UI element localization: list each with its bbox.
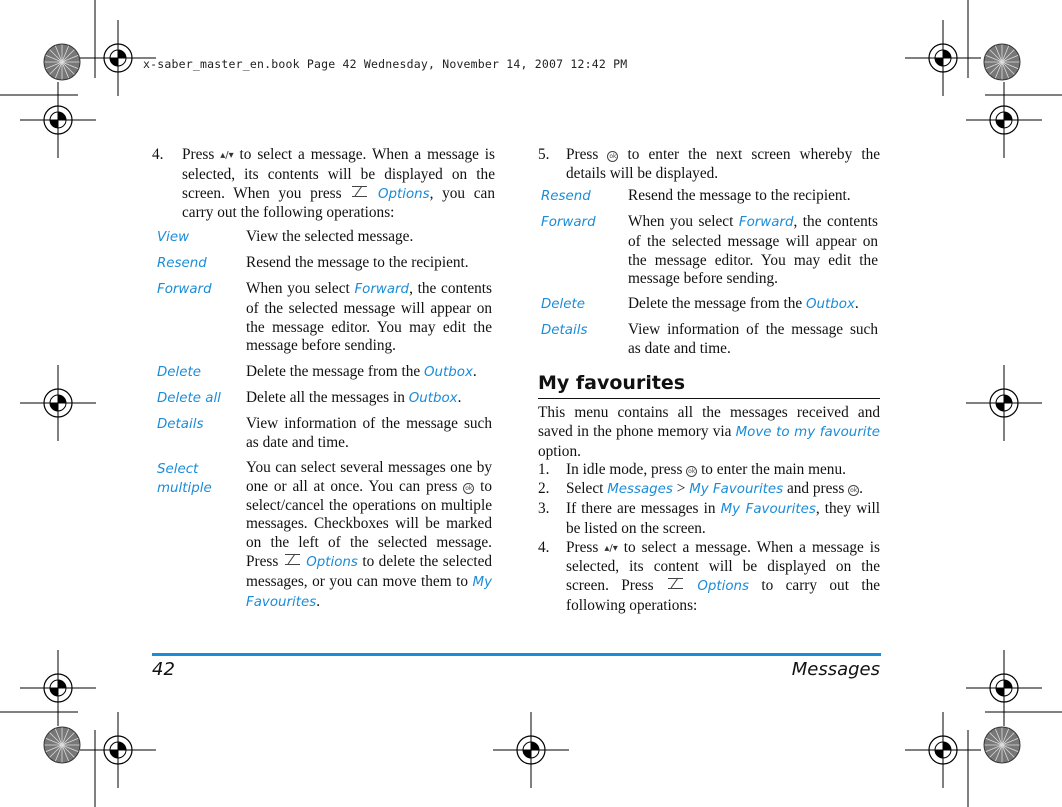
registration-mark xyxy=(20,82,96,158)
option-row xyxy=(541,321,879,365)
option-desc: View the selected message. xyxy=(246,228,414,245)
option-term: Forward xyxy=(541,215,596,230)
option-desc: Delete the message from the Outbox. xyxy=(628,295,859,312)
options-keyword: Options xyxy=(377,186,430,202)
starburst-mark xyxy=(44,727,80,763)
step-text: Press ok to enter the next screen whereby the details will be displayed. xyxy=(566,146,881,182)
step-3: 3. If there are messages in My Favourites, they will be listed on the screen. xyxy=(538,499,881,537)
nav-keys-icon: ▴/▾ xyxy=(220,150,234,161)
starburst-mark xyxy=(984,727,1020,763)
ok-button-icon: ok xyxy=(465,484,473,492)
option-row xyxy=(541,295,879,321)
starburst-mark xyxy=(984,44,1020,80)
registration-mark xyxy=(493,712,569,788)
option-row xyxy=(157,254,493,280)
registration-mark xyxy=(20,650,96,726)
step-4 xyxy=(152,146,495,223)
step-2: 2. Select Messages > My Favourites and press ok . xyxy=(538,480,863,498)
option-row xyxy=(541,213,879,295)
section-heading: My favourites xyxy=(538,372,686,394)
option-row xyxy=(157,415,493,459)
option-term: Details xyxy=(541,323,588,338)
footer-rule xyxy=(152,653,881,656)
left-options-table xyxy=(157,228,493,609)
option-term: Forward xyxy=(157,282,212,297)
option-row xyxy=(157,228,493,254)
option-desc: You can select several messages one by one or all at once. You can press ok to select/cancel the operations on multiple messages. Checkboxes will be marked on the left of the selected message. Press Options to delete the selected messages, or you can move them to My Favourites. xyxy=(246,459,493,610)
registration-mark xyxy=(966,365,1042,441)
registration-mark xyxy=(966,650,1042,726)
step-4: 4. Press ▴/▾ to select a message. When a message is selected, its content will be displayed on the screen. Press Options to carry out the following operations: xyxy=(538,538,881,614)
step-5 xyxy=(538,146,880,184)
option-term: View xyxy=(157,230,190,245)
option-row xyxy=(157,459,493,609)
option-term: Resend xyxy=(541,189,591,204)
registration-mark xyxy=(80,712,156,788)
print-header: x-saber_master_en.book Page 42 Wednesday, November 14, 2007 12:42 PM xyxy=(143,57,628,71)
option-row xyxy=(157,389,493,415)
step-number: 5. xyxy=(538,146,550,163)
right-options-table xyxy=(541,187,879,365)
left-softkey-icon xyxy=(352,186,367,197)
option-desc: When you select Forward, the contents of the selected message will appear on the message editor. You may edit the message before sending. xyxy=(246,280,493,355)
option-term: Details xyxy=(157,417,204,432)
option-term: Delete xyxy=(157,365,201,380)
my-favourites-body xyxy=(538,404,880,616)
option-term: Resend xyxy=(157,256,207,271)
step-1: 1. In idle mode, press ok to enter the main menu. xyxy=(538,461,846,479)
registration-mark xyxy=(905,712,981,788)
heading-rule xyxy=(538,398,880,399)
option-desc: When you select Forward, the contents of the selected message will appear on the message editor. You may edit the message before sending. xyxy=(628,213,878,288)
registration-mark xyxy=(905,20,981,96)
registration-mark xyxy=(20,365,96,441)
option-desc: View information of the message such as date and time. xyxy=(628,321,878,357)
left-column xyxy=(152,146,495,223)
option-desc: Delete all the messages in Outbox. xyxy=(246,389,462,406)
step-number: 4. xyxy=(152,146,164,163)
option-row xyxy=(541,187,879,213)
ok-button-icon: ok xyxy=(850,487,858,495)
option-term: Delete xyxy=(541,297,585,312)
option-desc: Resend the message to the recipient. xyxy=(628,187,851,204)
starburst-mark xyxy=(44,44,80,80)
option-term: Delete all xyxy=(157,391,221,406)
option-row xyxy=(157,280,493,363)
option-desc: Delete the message from the Outbox. xyxy=(246,363,477,380)
section-title: Messages xyxy=(791,659,880,680)
step-text: Press ▴/▾ to select a message. When a message is selected, its contents will be displayed on the screen. When you press Options, you can carry out the following operations: xyxy=(182,146,496,222)
nav-keys-icon: ▴/▾ xyxy=(604,542,618,554)
option-row xyxy=(157,363,493,389)
left-softkey-icon xyxy=(285,554,300,565)
ok-button-icon: ok xyxy=(609,153,617,160)
option-desc: Resend the message to the recipient. xyxy=(246,254,469,271)
left-softkey-icon xyxy=(668,578,683,589)
option-desc: View information of the message such as date and time. xyxy=(246,415,492,451)
option-term: Select multiple xyxy=(157,462,212,496)
intro-paragraph: This menu contains all the messages received and saved in the phone memory via Move to my favourite option. xyxy=(538,404,880,460)
page-number: 42 xyxy=(152,659,175,680)
registration-mark xyxy=(966,82,1042,158)
ok-button-icon: ok xyxy=(688,468,696,476)
